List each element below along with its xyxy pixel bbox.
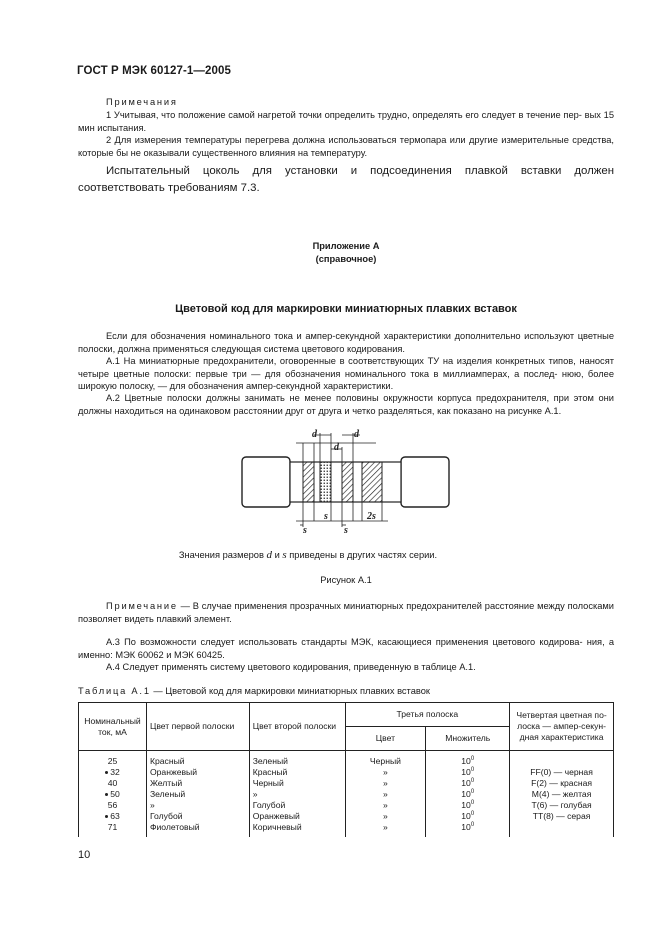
table-caption-label: Таблица А.1 (78, 686, 151, 696)
cell-fourth-strip: TT(8) — серая (510, 811, 614, 822)
page-number: 10 (78, 849, 91, 861)
table-bottom-spacer (79, 833, 614, 837)
dim-label-2s: 2s (367, 511, 376, 522)
cell-multiplier (426, 751, 510, 768)
table-row (79, 778, 614, 789)
th-fourth-strip: Четвертая цветная по- лоска — ампер-секун- дная характеристика (510, 703, 614, 751)
dim-label-d-middle: d (334, 442, 339, 453)
table-row (79, 800, 614, 811)
cell-third-color: » (345, 811, 426, 822)
th-multiplier: Множитель (426, 727, 510, 751)
note-item-2: 2 Для измерения температуры перегрева должна использоваться термопара или другие измерительные средства, которые бы не оказывали существенного влияния на температуру. (78, 135, 614, 158)
cell-current-value: 40 (107, 778, 118, 788)
cell-second-strip: Голубой (249, 800, 345, 811)
multiplier-base: 10 (461, 767, 471, 777)
th-color: Цвет (345, 727, 426, 751)
table-row (79, 767, 614, 778)
color-code-table (78, 702, 614, 837)
th-first-strip: Цвет первой полоски (146, 703, 249, 751)
cell-current-value: 50 (110, 789, 120, 799)
cell-current (79, 800, 147, 811)
fuse-right-cap (401, 457, 449, 507)
clause-a3: А.3 По возможности следует использовать стандарты МЭК, касающиеся применения цветового кодирова- ния, а именно: МЭК 60062 и МЭК 60425. (78, 637, 614, 660)
multiplier-base: 10 (461, 756, 471, 766)
table-row (79, 811, 614, 822)
cell-first-strip: Красный (146, 751, 249, 768)
multiplier-base: 10 (461, 789, 471, 799)
figure-note-suffix: приведены в других частях серии. (289, 550, 438, 560)
stripe-2 (320, 462, 331, 502)
cell-second-strip: Коричневый (249, 822, 345, 833)
fuse-left-cap (242, 457, 290, 507)
cell-first-strip: Желтый (146, 778, 249, 789)
cell-multiplier (426, 822, 510, 833)
multiplier-exponent: 0 (470, 756, 475, 762)
cell-first-strip: Зеленый (146, 789, 249, 800)
cell-first-strip: Голубой (146, 811, 249, 822)
preferred-value-dot-icon (105, 793, 108, 796)
dim-label-s-right: s (344, 525, 348, 536)
cell-current (79, 822, 147, 833)
cell-third-color: » (345, 767, 426, 778)
dim-label-s-left: s (303, 525, 307, 536)
note-item-1: 1 Учитывая, что положение самой нагретой точки определить трудно, определять его следует в течение пер- вых 15 мин испытания. (78, 110, 614, 133)
cell-second-strip: Черный (249, 778, 345, 789)
cell-first-strip: Фиолетовый (146, 822, 249, 833)
multiplier-exponent: 0 (470, 778, 475, 784)
cell-fourth-strip: F(2) — красная (510, 778, 614, 789)
figure-note-d: d (266, 549, 272, 561)
multiplier-base: 10 (461, 811, 471, 821)
test-base-paragraph: Испытательный цоколь для установки и подсоединения плавкой вставки должен соответствовать требованиям 7.3. (78, 165, 614, 194)
cell-current-value: 71 (107, 822, 118, 832)
cell-multiplier (426, 800, 510, 811)
multiplier-base: 10 (461, 800, 471, 810)
figure-note-and: и (274, 550, 280, 560)
cell-current-value: 32 (110, 767, 120, 777)
note-transparent-label: Примечание (106, 601, 178, 611)
annex-title: Приложение А (312, 241, 380, 251)
cell-fourth-strip (510, 822, 614, 833)
cell-third-color: » (345, 822, 426, 833)
dim-label-d-right: d (354, 429, 359, 440)
cell-second-strip: Красный (249, 767, 345, 778)
note-transparent (78, 600, 614, 625)
stripe-3 (342, 462, 353, 502)
cell-second-strip: » (249, 789, 345, 800)
cell-current-value: 63 (110, 811, 120, 821)
cell-third-color: » (345, 789, 426, 800)
annex-heading: Цветовой код для маркировки миниатюрных плавких вставок (175, 303, 517, 315)
annex-paragraph-a1: А.1 На миниатюрные предохранители, оговоренные в соответствующих ТУ на изделия конкретных типов, наносят четыре цветные полоски: первые три — для обозначения номинального тока в миллиамперах, а послед- нюю, более широкую полоску, — для обозначения ампер-секундной характеристики. (78, 356, 614, 391)
th-third-strip: Третья полоска (345, 703, 510, 727)
th-rated-current: Номинальный ток, мА (79, 703, 147, 751)
cell-current (79, 751, 147, 768)
cell-third-color: » (345, 778, 426, 789)
cell-multiplier (426, 811, 510, 822)
annex-paragraph-intro: Если для обозначения номинального тока и ампер-секундной характеристики дополнительно используют цветные полоски, должна применяться следующая система цветового кодирования. (78, 331, 614, 354)
multiplier-exponent: 0 (470, 767, 475, 773)
cell-multiplier (426, 767, 510, 778)
cell-fourth-strip: M(4) — желтая (510, 789, 614, 800)
cell-second-strip: Оранжевый (249, 811, 345, 822)
cell-first-strip: Оранжевый (146, 767, 249, 778)
table-caption (78, 685, 430, 698)
cell-third-color: » (345, 800, 426, 811)
document-header: ГОСТ Р МЭК 60127-1—2005 (77, 65, 231, 77)
figure-note (78, 549, 538, 562)
cell-multiplier (426, 778, 510, 789)
multiplier-exponent: 0 (470, 811, 475, 817)
clause-a4: А.4 Следует применять систему цветового кодирования, приведенную в таблице А.1. (106, 662, 476, 672)
annex-subtitle: (справочное) (315, 254, 377, 264)
cell-multiplier (426, 789, 510, 800)
multiplier-base: 10 (461, 822, 471, 832)
preferred-value-dot-icon (105, 771, 108, 774)
stripe-1 (303, 462, 314, 502)
cell-second-strip: Зеленый (249, 751, 345, 768)
cell-current (79, 767, 147, 778)
cell-fourth-strip (510, 751, 614, 768)
figure-note-prefix: Значения размеров (178, 550, 264, 560)
figure-note-s: s (282, 549, 287, 561)
cell-first-strip: » (146, 800, 249, 811)
th-second-strip: Цвет второй полоски (249, 703, 345, 751)
cell-fourth-strip: FF(0) — черная (510, 767, 614, 778)
figure-caption: Рисунок А.1 (320, 575, 372, 585)
cell-current (79, 778, 147, 789)
cell-current-value: 56 (107, 800, 118, 810)
table-row (79, 822, 614, 833)
cell-current (79, 789, 147, 800)
cell-current-value: 25 (107, 756, 118, 766)
dim-label-s-center: s (324, 511, 328, 522)
table-caption-text: — Цветовой код для маркировки миниатюрных плавких вставок (153, 686, 430, 696)
table-row (79, 789, 614, 800)
dim-label-d-left: d (312, 429, 317, 440)
multiplier-exponent: 0 (470, 800, 475, 806)
multiplier-exponent: 0 (470, 822, 475, 828)
fuse-color-code-figure (236, 425, 456, 537)
table-row (79, 751, 614, 768)
multiplier-exponent: 0 (470, 789, 475, 795)
cell-fourth-strip: T(6) — голубая (510, 800, 614, 811)
annex-paragraph-a2: А.2 Цветные полоски должны занимать не менее половины окружности корпуса предохранителя, при этом они должны находиться на одинаковом расстоянии друг от друга и четко разделяться, как показано на рисунке А.1. (78, 393, 614, 416)
cell-third-color: Черный (345, 751, 426, 768)
notes-title: Примечания (106, 97, 178, 107)
note-transparent-text: — В случае применения прозрачных миниатюрных предохранителей расстояние между полосками позволяет видеть плавкий элемент. (78, 601, 614, 624)
cell-current (79, 811, 147, 822)
table-body (79, 751, 614, 838)
multiplier-base: 10 (461, 778, 471, 788)
preferred-value-dot-icon (105, 815, 108, 818)
stripe-4 (362, 462, 382, 502)
